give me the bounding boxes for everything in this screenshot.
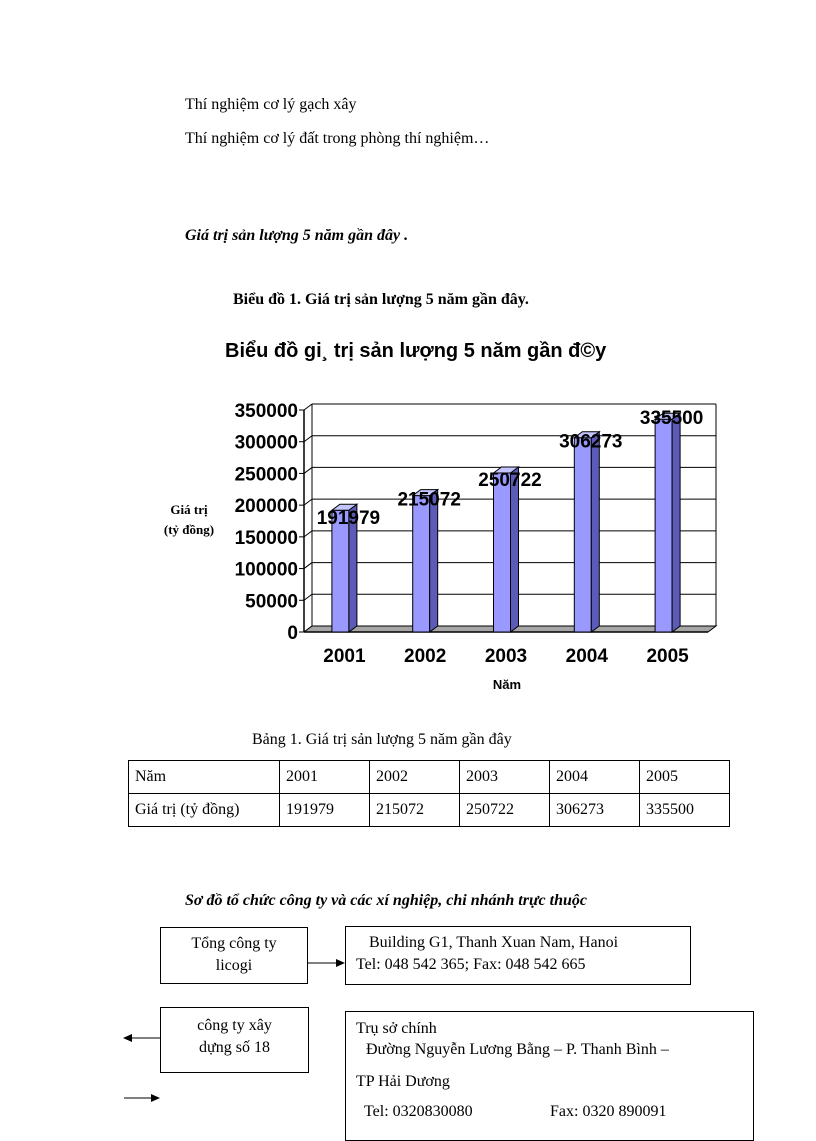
company-tel: Tel: 0320830080 [364, 1103, 473, 1120]
y-tick-label: 250000 [234, 464, 298, 486]
table-cell: 250722 [460, 794, 550, 827]
table-cell: 2001 [280, 761, 370, 794]
table-cell: 335500 [640, 794, 730, 827]
hq-box-line1: Tổng công ty [191, 935, 277, 952]
arrow-right-icon [124, 1094, 160, 1102]
y-tick-label: 200000 [234, 496, 298, 518]
company-box-line2: dựng số 18 [199, 1039, 270, 1056]
arrow-left-icon [123, 1034, 160, 1042]
org-heading: Sơ đồ tổ chức công ty và các xí nghiệp, chi nhánh trực thuộc [185, 892, 587, 909]
y-tick-label: 150000 [234, 527, 298, 549]
company-fax: Fax: 0320 890091 [550, 1103, 667, 1120]
section-heading: Giá trị sản lượng 5 năm gần đây . [185, 227, 409, 244]
y-tick-label: 300000 [234, 432, 298, 454]
x-tick-label: 2001 [323, 646, 366, 667]
intro-line-1: Thí nghiệm cơ lý gạch xây [185, 96, 357, 113]
company-address-line2: Đường Nguyễn Lương Bằng – P. Thanh Bình – [366, 1041, 669, 1058]
company-address-line3: TP Hải Dương [356, 1073, 450, 1090]
y-tick-label: 50000 [245, 591, 298, 613]
intro-line-2: Thí nghiệm cơ lý đất trong phòng thí nghiệm… [185, 130, 490, 147]
data-label: 250722 [478, 469, 542, 491]
chart-caption: Biểu đồ 1. Giá trị sản lượng 5 năm gần đây. [233, 291, 529, 308]
x-tick-label: 2002 [404, 646, 447, 667]
y-tick-label: 350000 [234, 401, 298, 422]
y-tick-label: 100000 [234, 559, 298, 581]
chart-title: Biểu đồ gi¸ trị sản lượng 5 năm gần đ©y [225, 340, 607, 362]
x-tick-label: 2005 [646, 646, 689, 667]
table-caption: Bảng 1. Giá trị sản lượng 5 năm gần đây [252, 731, 512, 748]
chart-ylabel-line2: (tỷ đồng) [163, 522, 215, 537]
table-cell: 2005 [640, 761, 730, 794]
y-tick-label: 0 [287, 623, 298, 644]
company-address-line1: Trụ sở chính [356, 1020, 437, 1037]
table-cell: 215072 [370, 794, 460, 827]
data-label: 191979 [316, 508, 381, 530]
data-label: 306273 [559, 431, 623, 453]
hq-box-line2: licogi [215, 957, 253, 974]
table-cell: 2002 [370, 761, 460, 794]
table-cell: 2003 [460, 761, 550, 794]
table-cell: 191979 [280, 794, 370, 827]
chart-ylabel-line1: Giá trị [170, 502, 208, 517]
arrow-hq-to-address [308, 959, 345, 967]
table-cell: 306273 [550, 794, 640, 827]
x-axis-label: Năm [492, 677, 522, 692]
x-tick-label: 2004 [565, 646, 608, 667]
table-cell: Giá trị (tỷ đồng) [129, 794, 280, 827]
table-cell: 2004 [550, 761, 640, 794]
hq-address-line1: Building G1, Thanh Xuan Nam, Hanoi [369, 934, 619, 951]
data-label: 335500 [639, 408, 704, 430]
company-box-line1: công ty xây [197, 1017, 272, 1034]
x-tick-label: 2003 [484, 646, 528, 667]
data-label: 215072 [397, 489, 461, 511]
table-cell: Năm [129, 761, 280, 794]
hq-address-line2: Tel: 048 542 365; Fax: 048 542 665 [356, 956, 586, 973]
